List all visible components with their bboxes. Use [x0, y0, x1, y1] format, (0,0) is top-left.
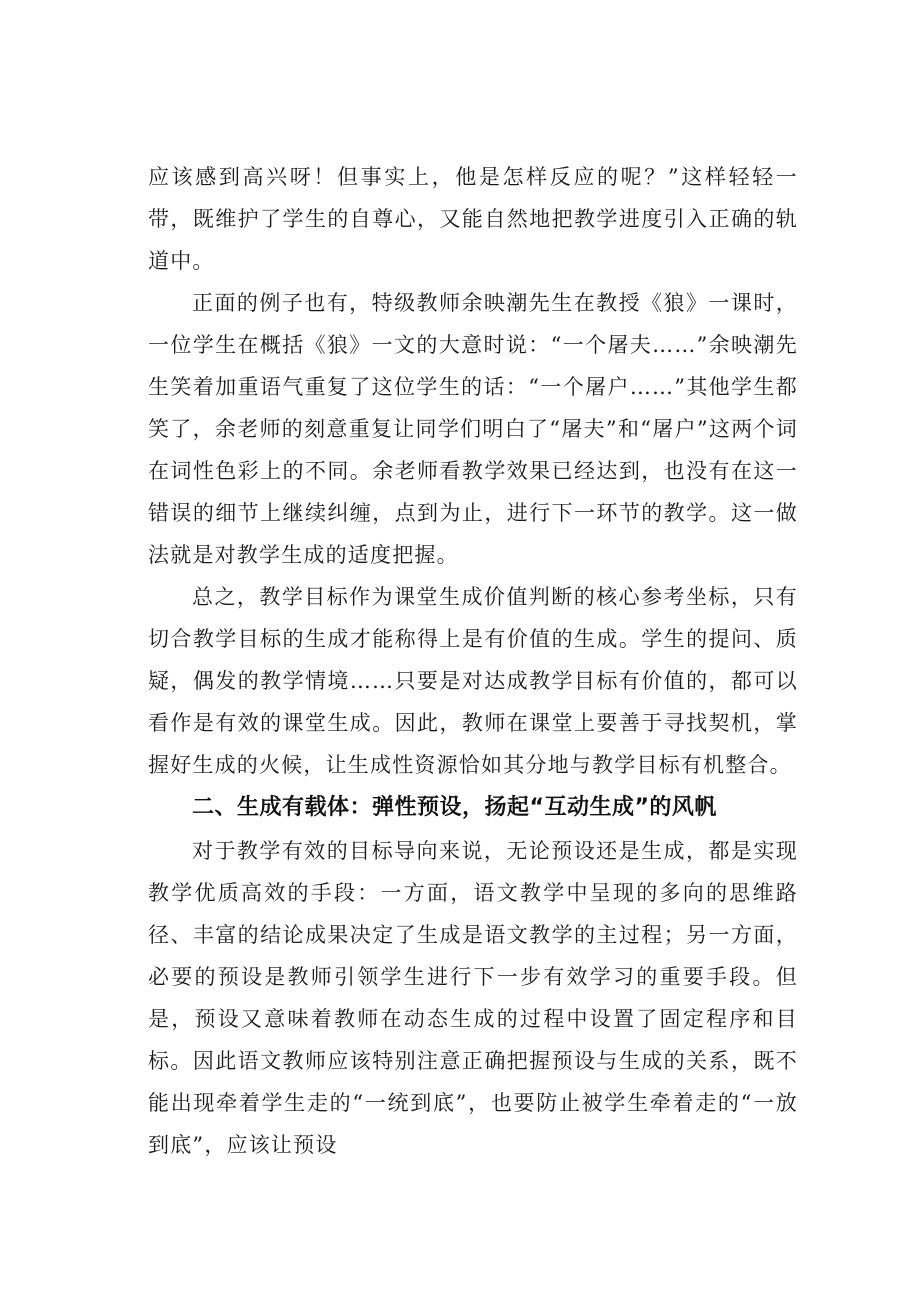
paragraph-continuation: 应该感到高兴呀！但事实上，他是怎样反应的呢？”这样轻轻一带，既维护了学生的自尊心，又能自然地把教学进度引入正确的轨道中。: [148, 165, 798, 273]
paragraph-example: 正面的例子也有，特级教师余映潮先生在教授《狼》一课时，一位学生在概括《狼》一文的大意时说：“一个屠夫……”余映潮先生笑着加重语气重复了这位学生的话：“一个屠户……”其他学生都笑了，余老师的刻意重复让同学们明白了“屠夫”和“屠户”这两个词在词性色彩上的不同。余老师看教学效果已经达到，也没有在这一错误的细节上继续纠缠，点到为止，进行下一环节的教学。这一做法就是对教学生成的适度把握。: [148, 291, 798, 567]
section-heading: 二、生成有载体：弹性预设，扬起“互动生成”的风帆: [192, 795, 717, 820]
paragraph-section-intro: 对于教学有效的目标导向来说，无论预设还是生成，都是实现教学优质高效的手段：一方面，语文教学中呈现的多向的思维路径、丰富的结论成果决定了生成是语文教学的主过程；另一方面，必要的预设是教师引领学生进行下一步有效学习的重要手段。但是，预设又意味着教师在动态生成的过程中设置了固定程序和目标。因此语文教师应该特别注意正确把握预设与生成的关系，既不能出现牵着学生走的“一统到底”，也要防止被学生牵着走的“一放到底”，应该让预设: [148, 839, 798, 1157]
document-body: [148, 156, 798, 1166]
paragraph-summary: 总之，教学目标作为课堂生成价值判断的核心参考坐标，只有切合教学目标的生成才能称得上是有价值的生成。学生的提问、质疑，偶发的教学情境……只要是对达成教学目标有价值的，都可以看作是有效的课堂生成。因此，教师在课堂上要善于寻找契机，掌握好生成的火候，让生成性资源恰如其分地与教学目标有机整合。: [148, 585, 798, 777]
